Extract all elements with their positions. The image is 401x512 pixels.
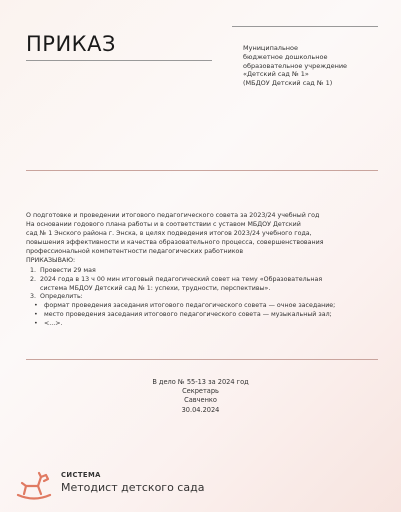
document-title: ПРИКАЗ [26,32,116,56]
rocking-horse-logo-icon [14,468,54,502]
org-line: образовательное учреждение [243,61,348,70]
signature-block [0,378,401,415]
org-top-line [232,26,378,27]
list-item: 1. Провести 29 мая [30,266,96,274]
org-line: (МБДОУ Детский сад № 1) [243,79,333,88]
order-body [26,212,378,329]
body-line: повышения эффективности и качества образовательного процесса, совершенствования [26,238,324,246]
brand-small-text: СИСТЕМА [61,471,101,479]
organization-block [243,44,383,88]
order-word: ПРИКАЗЫВАЮ: [26,256,76,264]
top-divider [26,170,378,171]
body-line: О подготовке и проведении итогового педагогического совета за 2023/24 учебный год [26,212,320,219]
org-line: бюджетное дошкольное [243,52,328,61]
bullet-item: • <...>. [34,320,378,329]
case-number: В дело № 55-13 за 2024 год [152,378,249,386]
secretary-label: Секретарь [182,387,219,396]
bottom-divider [26,359,378,360]
bullet-item: • место проведения заседания итогового педагогического совета — музыкальный зал; [34,311,378,320]
body-line: профессиональной компетентности педагогических работников [26,247,244,255]
secretary-name: Савченко [184,396,217,405]
list-item-continued: система МБДОУ Детский сад № 1: успехи, трудности, перспективы». [40,284,271,292]
bullet-item: • формат проведения заседания итогового педагогического совета — очное заседание; [34,302,378,311]
org-line: Муниципальное [243,44,299,52]
numbered-list [26,267,378,303]
list-item: 3. Определить: [30,293,83,301]
signature-date: 30.04.2024 [181,405,220,414]
body-line: На основании годового плана работы и в соответствии с уставом МБДОУ Детский [26,220,301,228]
title-underline [26,60,212,61]
brand-name: Методист детского сада [61,481,205,494]
org-line: «Детский сад № 1» [243,70,309,79]
list-item: 2. 2024 года в 13 ч 00 мин итоговый педагогический совет на тему «Образовательная [30,275,323,283]
body-line: сад № 1 Энского района г. Энска, в целях подведения итогов 2023/24 учебного года, [26,229,312,237]
